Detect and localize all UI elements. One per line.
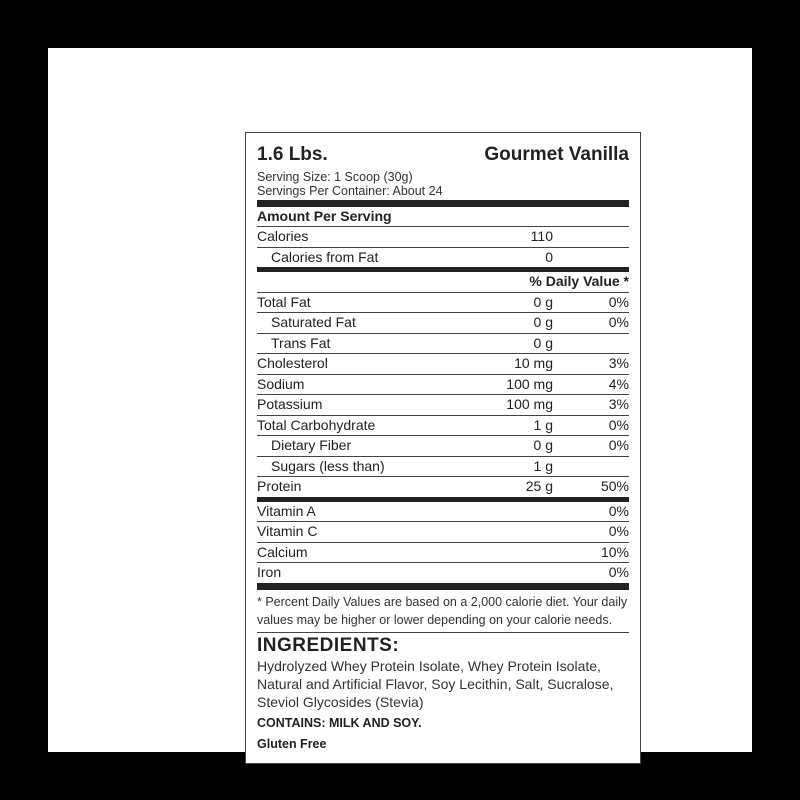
nutrient-row xyxy=(257,354,629,375)
nutrient-row xyxy=(257,436,629,457)
thick-divider xyxy=(257,583,629,590)
vitamin-name: Vitamin C xyxy=(257,523,318,539)
nutrient-amount: 0 g xyxy=(533,334,553,351)
nutrition-label-content xyxy=(257,144,629,753)
serving-size: Serving Size: 1 Scoop (30g) xyxy=(257,170,413,184)
nutrient-name: Saturated Fat xyxy=(271,314,356,330)
amount-per-serving-heading: Amount Per Serving xyxy=(257,207,629,227)
nutrient-row xyxy=(257,293,629,314)
thick-divider xyxy=(257,200,629,207)
nutrient-name: Potassium xyxy=(257,396,323,412)
vitamin-row xyxy=(257,502,629,523)
nutrient-daily-value xyxy=(553,334,629,354)
vitamin-row xyxy=(257,563,629,583)
servings-per-container: Servings Per Container: About 24 xyxy=(257,184,443,198)
nutrient-daily-value: 0% xyxy=(608,314,629,330)
calories-from-fat-row xyxy=(257,248,629,268)
nutrient-name: Total Carbohydrate xyxy=(257,416,376,433)
vitamin-daily-value: 10% xyxy=(600,543,629,560)
calories-label: Calories xyxy=(257,228,309,244)
nutrient-amount: 100 mg xyxy=(506,396,553,412)
vitamin-row xyxy=(257,522,629,543)
nutrient-name: Dietary Fiber xyxy=(271,437,352,453)
allergen-statement: CONTAINS: MILK AND SOY. xyxy=(257,715,422,730)
nutrient-amount: 1 g xyxy=(533,457,553,474)
nutrient-daily-value: 0% xyxy=(608,437,629,453)
nutrient-name: Cholesterol xyxy=(257,355,328,371)
nutrient-daily-value: 3% xyxy=(608,355,629,371)
vitamin-list xyxy=(257,502,629,583)
vitamin-daily-value: 0% xyxy=(608,564,629,580)
calories-value: 110 xyxy=(530,228,553,244)
vitamin-row xyxy=(257,543,629,564)
ingredients-text: Hydrolyzed Whey Protein Isolate, Whey Protein Isolate, Natural and Artificial Flavor, Soy Lecithin, Salt, Sucralose, Steviol Glycosides (Stevia) xyxy=(257,657,614,710)
gluten-free-statement: Gluten Free xyxy=(257,736,327,751)
daily-value-footnote: * Percent Daily Values are based on a 2,000 calorie diet. Your daily values may be higher or lower depending on your calorie needs. xyxy=(257,594,628,627)
vitamin-name: Iron xyxy=(257,564,282,580)
nutrition-label xyxy=(245,132,641,764)
nutrient-row xyxy=(257,416,629,437)
vitamin-daily-value: 0% xyxy=(608,523,629,539)
nutrient-amount: 25 g xyxy=(525,478,553,494)
nutrient-daily-value: 4% xyxy=(608,375,629,392)
vitamin-name: Vitamin A xyxy=(257,502,316,519)
nutrient-daily-value: 0% xyxy=(608,416,629,433)
nutrient-name: Sodium xyxy=(257,375,305,392)
nutrient-row xyxy=(257,313,629,334)
nutrient-daily-value xyxy=(553,457,629,477)
nutrient-row xyxy=(257,375,629,396)
ingredients-heading: INGREDIENTS: xyxy=(257,634,400,656)
nutrient-name: Sugars (less than) xyxy=(271,457,385,474)
nutrient-name: Protein xyxy=(257,478,302,494)
nutrient-row xyxy=(257,334,629,355)
vitamin-name: Calcium xyxy=(257,543,308,560)
product-weight: 1.6 Lbs. xyxy=(257,144,328,165)
nutrient-amount: 1 g xyxy=(533,416,553,433)
daily-value-header-row xyxy=(257,272,629,293)
nutrient-amount: 0 g xyxy=(533,314,553,330)
product-flavor: Gourmet Vanilla xyxy=(484,144,629,165)
nutrient-daily-value: 0% xyxy=(608,293,629,310)
vitamin-daily-value: 0% xyxy=(608,502,629,519)
nutrient-name: Total Fat xyxy=(257,293,311,310)
nutrient-list xyxy=(257,293,629,497)
nutrient-name: Trans Fat xyxy=(271,334,331,351)
nutrient-amount: 10 mg xyxy=(514,355,553,371)
nutrient-row xyxy=(257,477,629,497)
nutrient-amount: 100 mg xyxy=(506,375,553,392)
calories-from-fat-label: Calories from Fat xyxy=(271,248,379,265)
paper-background xyxy=(48,48,752,752)
daily-value-header: % Daily Value * xyxy=(529,273,629,289)
calories-from-fat-value: 0 xyxy=(545,248,553,265)
nutrient-daily-value: 3% xyxy=(608,396,629,412)
nutrient-daily-value: 50% xyxy=(600,478,629,494)
label-header xyxy=(257,144,629,170)
nutrient-amount: 0 g xyxy=(533,293,553,310)
calories-row xyxy=(257,227,629,248)
nutrient-row xyxy=(257,457,629,478)
nutrient-amount: 0 g xyxy=(533,437,553,453)
nutrient-row xyxy=(257,395,629,416)
